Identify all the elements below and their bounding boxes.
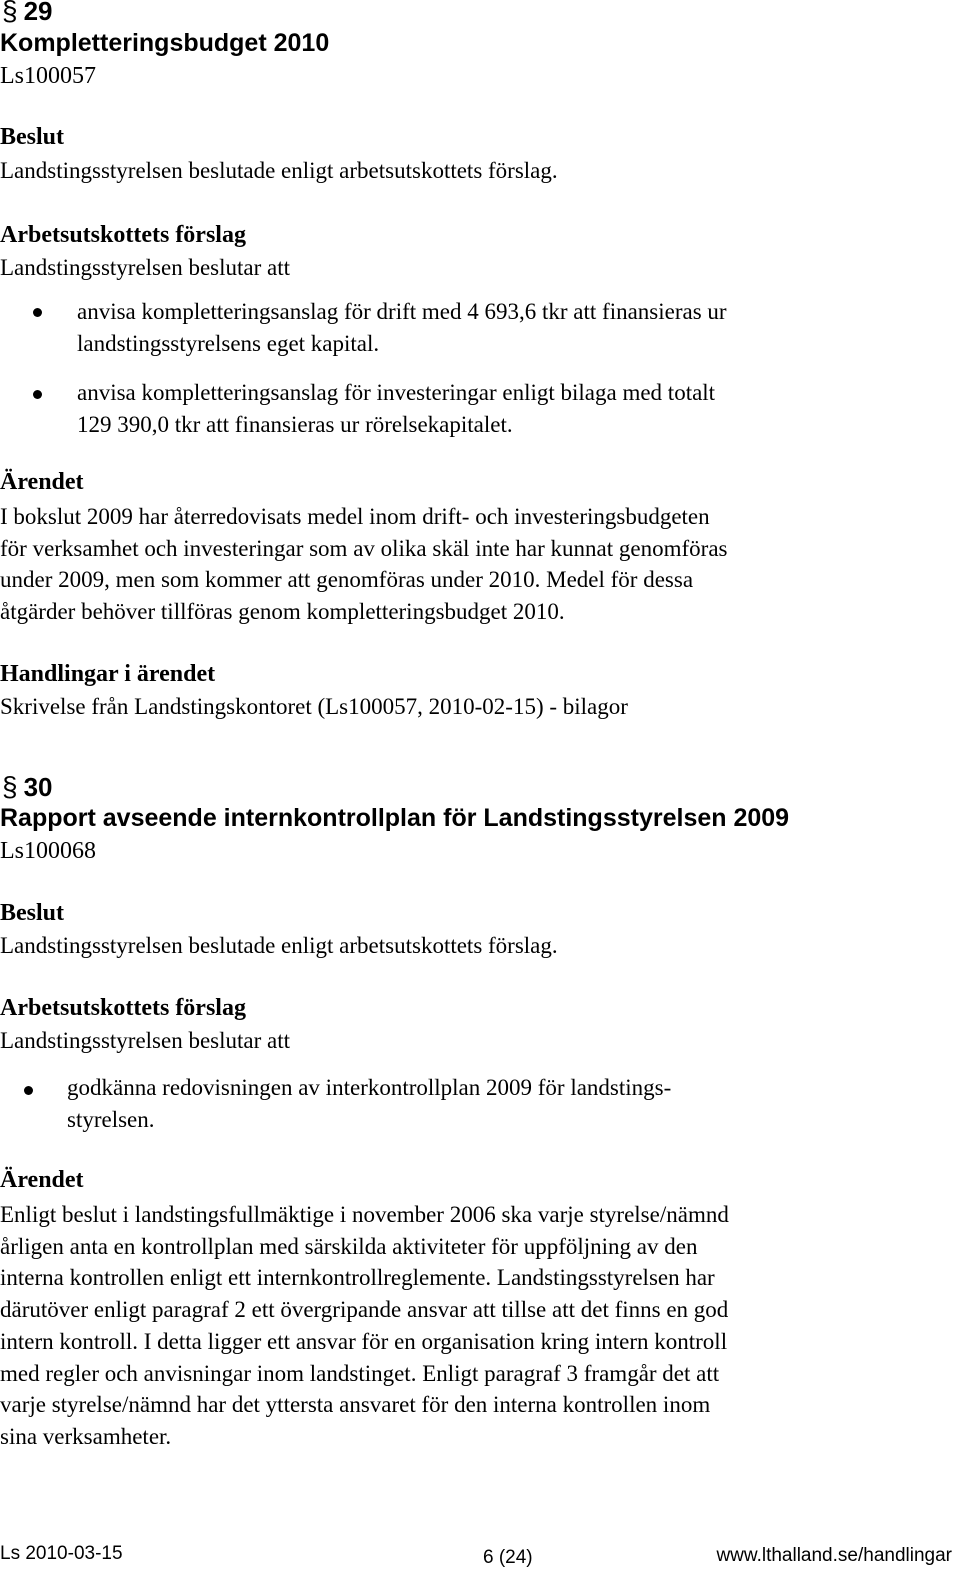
handlingar-text: Skrivelse från Landstingskontoret (Ls100057, 2010-02-15) - bilagor — [0, 694, 628, 719]
handlingar-heading: Handlingar i ärendet — [0, 661, 216, 687]
text-line: Enligt beslut i landstingsfullmäktige i november 2006 ska varje styrelse/nämnd — [0, 1202, 729, 1227]
footer-document-ref: Ls 2010-03-15 — [0, 1543, 123, 1564]
footer-url-link[interactable]: www.lthalland.se/handlingar — [716, 1545, 952, 1566]
forslag-intro: Landstingsstyrelsen beslutar att — [0, 1028, 290, 1053]
list-item — [77, 296, 727, 360]
text-line: årligen anta en kontrollplan med särskilda aktiviteter för uppföljning av den — [0, 1233, 698, 1259]
paragraph-symbol: § — [2, 771, 18, 802]
section-number — [2, 772, 53, 802]
arendet-text — [0, 1199, 729, 1453]
text-line: därutöver enligt paragraf 2 ett övergripande ansvar att tillse att det finns en god — [0, 1297, 729, 1323]
bullet-dot-icon — [33, 308, 42, 317]
section-number — [2, 0, 53, 26]
section-number-value: 29 — [23, 0, 53, 26]
beslut-text: Landstingsstyrelsen beslutade enligt arbetsutskottets förslag. — [0, 933, 558, 958]
beslut-heading: Beslut — [0, 124, 65, 150]
text-line: interna kontrollen enligt ett internkontrollreglemente. Landstingsstyrelsen har — [0, 1265, 715, 1291]
forslag-intro: Landstingsstyrelsen beslutar att — [0, 255, 290, 280]
beslut-text: Landstingsstyrelsen beslutade enligt arbetsutskottets förslag. — [0, 158, 558, 183]
text-line: sina verksamheter. — [0, 1423, 172, 1449]
list-item — [67, 1072, 671, 1136]
text-line: för verksamhet och investeringar som av olika skäl inte har kunnat genomföras — [0, 535, 728, 561]
arendet-heading: Ärendet — [0, 1167, 84, 1193]
section-title: Rapport avseende internkontrollplan för Landstingsstyrelsen 2009 — [0, 804, 790, 832]
text-line: åtgärder behöver tillföras genom kompletteringsbudget 2010. — [0, 599, 565, 625]
case-reference: Ls100057 — [0, 63, 96, 89]
list-item-line: anvisa kompletteringsanslag för investeringar enligt bilaga med totalt — [77, 380, 716, 405]
text-line: I bokslut 2009 har återredovisats medel inom drift- och investeringsbudgeten — [0, 504, 710, 529]
list-item — [77, 377, 715, 441]
text-line: med regler och anvisningar inom landstinget. Enligt paragraf 3 framgår det att — [0, 1360, 720, 1386]
forslag-heading: Arbetsutskottets förslag — [0, 995, 246, 1021]
bullet-dot-icon — [24, 1086, 33, 1095]
list-item-line: landstingsstyrelsens eget kapital. — [77, 331, 380, 356]
beslut-heading: Beslut — [0, 900, 65, 926]
footer-page-number: 6 (24) — [483, 1547, 533, 1568]
list-item-line: anvisa kompletteringsanslag för drift med 4 693,6 tkr att finansieras ur — [77, 299, 727, 324]
section-title: Kompletteringsbudget 2010 — [0, 29, 330, 57]
arendet-heading: Ärendet — [0, 469, 84, 495]
text-line: intern kontroll. I detta ligger ett ansvar för en organisation kring intern kontroll — [0, 1328, 728, 1354]
bullet-dot-icon — [33, 390, 42, 399]
list-item-line: styrelsen. — [67, 1107, 155, 1132]
list-item-line: 129 390,0 tkr att finansieras ur rörelsekapitalet. — [77, 412, 513, 437]
forslag-heading: Arbetsutskottets förslag — [0, 222, 246, 248]
arendet-text — [0, 501, 727, 628]
text-line: varje styrelse/nämnd har det yttersta ansvaret för den interna kontrollen inom — [0, 1392, 711, 1418]
case-reference: Ls100068 — [0, 838, 96, 864]
text-line: under 2009, men som kommer att genomföras under 2010. Medel för dessa — [0, 567, 694, 593]
list-item-line: godkänna redovisningen av interkontrollplan 2009 för landstings- — [67, 1075, 672, 1100]
section-number-value: 30 — [23, 772, 53, 802]
paragraph-symbol: § — [2, 0, 18, 26]
